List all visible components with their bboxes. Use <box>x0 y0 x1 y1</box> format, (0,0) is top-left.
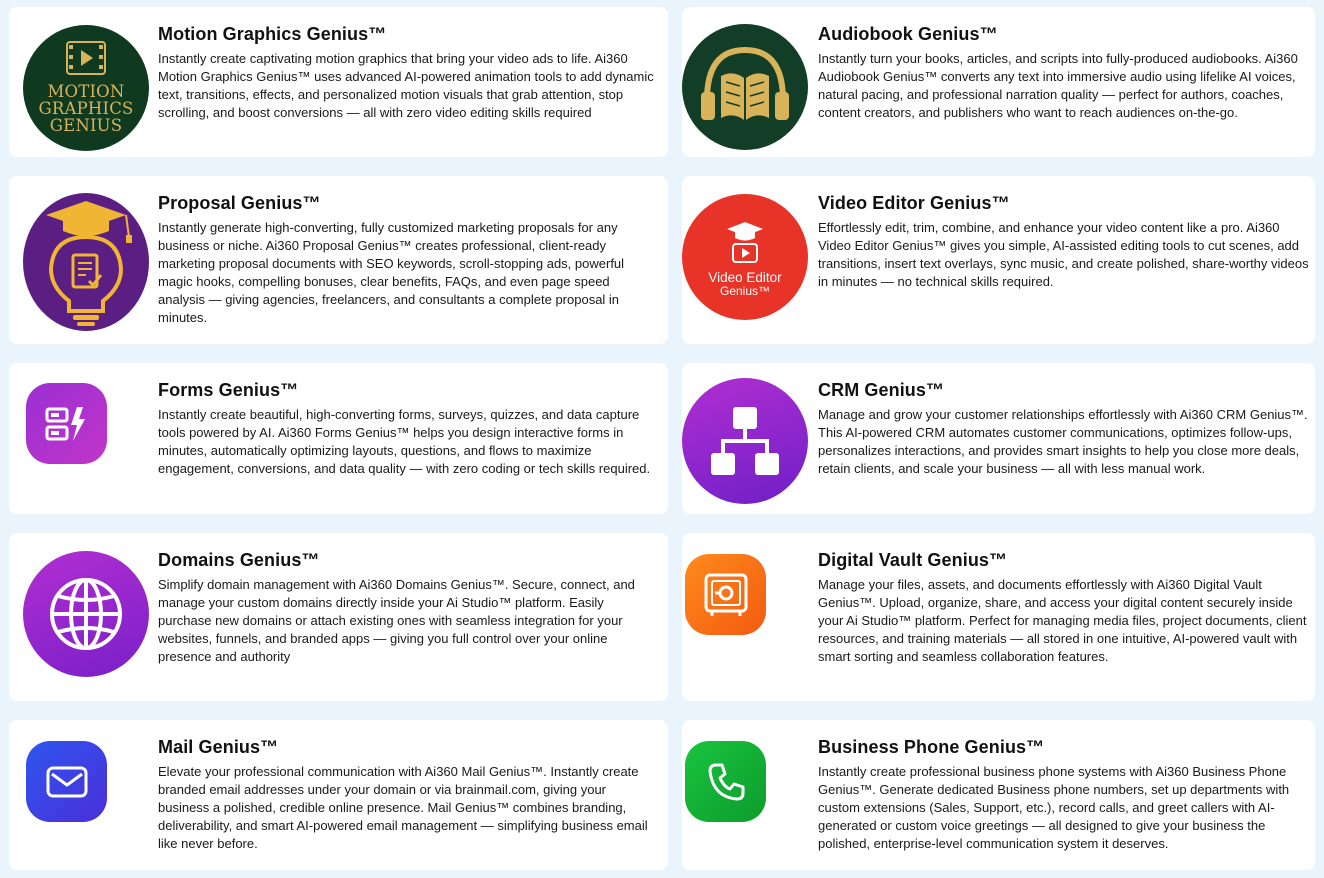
card-title: Audiobook Genius™ <box>818 24 998 44</box>
crm-hierarchy-icon <box>682 378 808 504</box>
card-title: Proposal Genius™ <box>158 193 321 213</box>
forms-icon <box>26 383 107 464</box>
feature-card-audiobook <box>682 7 1315 157</box>
card-title: Domains Genius™ <box>158 550 320 570</box>
globe-icon <box>23 551 149 677</box>
feature-card-crm <box>682 363 1315 514</box>
card-title: CRM Genius™ <box>818 380 945 400</box>
video-editor-logo-icon <box>682 194 808 320</box>
feature-card-mail <box>9 720 668 870</box>
card-description: Elevate your professional communication with Ai360 Mail Genius™. Instantly create branded email addresses under your domain or via brainmail.com, giving your business a polished, credible online presence. Mail Genius™ combines branding, deliverability, and smart AI-powered email management — simplifying business email like never before. <box>158 764 648 851</box>
card-title: Digital Vault Genius™ <box>818 550 1008 570</box>
card-description: Instantly generate high-converting, fully customized marketing proposals for any business or niche. Ai360 Proposal Genius™ creates professional, client-ready marketing proposal documents with SEO keywords, scroll-stopping ads, powerful magic hooks, compelling bonuses, clear benefits, FAQs, and even page speed analysis — giving agencies, freelancers, and consultants a complete proposal in minutes. <box>158 220 625 325</box>
audiobook-headphones-book-icon <box>682 24 808 150</box>
card-description: Instantly create professional business phone systems with Ai360 Business Phone Genius™. Generate dedicated Business phone numbers, set up departments with custom extensions (Sales, Support, etc.), record calls, and greet callers with AI-generated or custom voice greetings — all designed to give your business the polished, enterprise-level communication system it deserves. <box>818 764 1290 851</box>
feature-card-motion-graphics <box>9 7 668 157</box>
graduation-play-icon <box>724 220 766 266</box>
card-title: Business Phone Genius™ <box>818 737 1045 757</box>
feature-card-business-phone <box>682 720 1315 870</box>
feature-card-proposal <box>9 176 668 344</box>
feature-card-domains <box>9 533 668 701</box>
film-play-icon <box>66 41 106 77</box>
motion-graphics-logo-icon <box>23 25 149 151</box>
card-description: Instantly turn your books, articles, and scripts into fully-produced audiobooks. Ai360 Audiobook Genius™ converts any text into immersive audio using lifelike AI voices, natural pacing, and professional narration quality — perfect for authors, coaches, content creators, and publishers who want to reach audiences on-the-go. <box>818 51 1298 120</box>
video-editor-logo-line-1: Video Editor <box>708 270 782 285</box>
feature-card-digital-vault <box>682 533 1315 701</box>
card-title: Mail Genius™ <box>158 737 279 757</box>
card-description: Manage and grow your customer relationships effortlessly with Ai360 CRM Genius™. This AI-powered CRM automates customer communications, optimizes follow-ups, personalizes interactions, and provides smart insights to help you close more deals, retain clients, and scale your business — all with less manual work. <box>818 407 1308 476</box>
card-description: Manage your files, assets, and documents effortlessly with Ai360 Digital Vault Genius™. Upload, organize, share, and access your digital content securely inside your Ai Studio™ platform. Perfect for managing media files, project documents, client resources, and training materials — all stored in one intuitive, AI-powered vault with smart sorting and seamless collaboration features. <box>818 577 1307 664</box>
card-title: Video Editor Genius™ <box>818 193 1010 213</box>
card-title: Forms Genius™ <box>158 380 299 400</box>
motion-logo-line-2: GRAPHICS <box>38 98 134 118</box>
motion-logo-line-1: MOTION <box>47 81 125 101</box>
video-editor-logo-line-2: Genius™ <box>719 284 771 298</box>
mail-envelope-icon <box>26 741 107 822</box>
card-description: Effortlessly edit, trim, combine, and enhance your video content like a pro. Ai360 Video Editor Genius™ gives you simple, AI-assisted editing tools to cut scenes, add transitions, insert text overlays, sync music, and create polished, share-worthy videos in minutes — no technical skills required. <box>818 220 1309 289</box>
feature-card-video-editor <box>682 176 1315 344</box>
feature-card-forms <box>9 363 668 514</box>
card-description: Instantly create captivating motion graphics that bring your video ads to life. Ai360 Motion Graphics Genius™ uses advanced AI-powered animation tools to add dynamic text, transitions, effects, and personalized motion visuals that grab attention, stop scrolling, and boost conversions — all with zero video editing skills required <box>158 51 654 120</box>
proposal-lightbulb-icon <box>23 193 149 331</box>
motion-logo-line-3: GENIUS <box>49 115 123 135</box>
phone-icon <box>685 741 766 822</box>
card-description: Simplify domain management with Ai360 Domains Genius™. Secure, connect, and manage your custom domains directly inside your Ai Studio™ platform. Easily purchase new domains or attach existing ones with seamless integration for your websites, funnels, and branded apps — giving you full control over your online presence and authority <box>158 577 635 664</box>
card-title: Motion Graphics Genius™ <box>158 24 387 44</box>
vault-safe-icon <box>685 554 766 635</box>
card-description: Instantly create beautiful, high-converting forms, surveys, quizzes, and data capture tools powered by AI. Ai360 Forms Genius™ helps you design interactive forms in minutes, automatically optimizing layouts, questions, and flows to maximize engagement, conversions, and data quality — with zero coding or tech skills required. <box>158 407 651 476</box>
